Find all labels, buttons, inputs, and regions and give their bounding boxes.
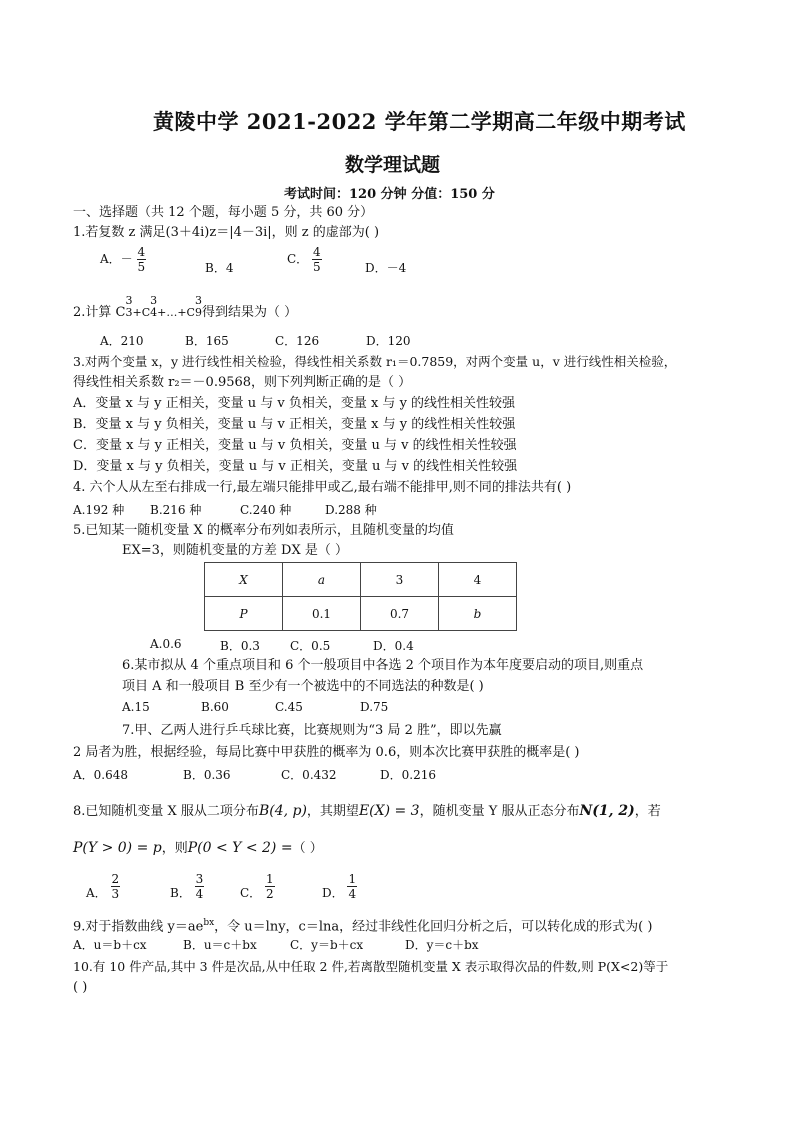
question-1-option-c xyxy=(287,245,322,274)
table-cell: b xyxy=(439,597,517,631)
question-7-option-c: C．0.432 xyxy=(281,768,337,782)
superscript: 3 xyxy=(150,294,158,307)
normal-expression: N(1, 2) xyxy=(579,803,635,819)
question-4-option-a: A.192 种 xyxy=(73,503,125,517)
binomial-expression: B(4, p) xyxy=(258,803,307,819)
question-4-option-d: D.288 种 xyxy=(325,503,377,517)
fraction xyxy=(312,245,322,274)
fraction-numerator: 2 xyxy=(111,872,120,886)
question-6-option-a: A.15 xyxy=(122,700,150,714)
superscript: 3 xyxy=(194,294,202,307)
question-2-stem xyxy=(73,294,298,323)
question-8-option-b xyxy=(170,872,204,901)
combination-part: 4+…+C xyxy=(150,306,195,319)
question-4-option-c: C.240 种 xyxy=(240,503,292,517)
fraction-denominator: 4 xyxy=(348,887,357,901)
table-cell: X xyxy=(205,563,283,597)
question-3-option-d: D．变量 x 与 y 负相关，变量 u 与 v 正相关，变量 u 与 v 的线性相关性较强 xyxy=(73,459,518,474)
table-cell: 3 xyxy=(361,563,439,597)
stem-text: 9.对于指数曲线 y＝ae xyxy=(73,919,204,935)
question-4-stem: 4. 六个人从左至右排成一行,最左端只能排甲或乙,最右端不能排甲,则不同的排法共有( ) xyxy=(73,480,572,495)
question-3-option-c: C．变量 x 与 y 正相关，变量 u 与 v 负相关，变量 u 与 v 的线性相关性较强 xyxy=(73,438,517,453)
fraction-denominator: 5 xyxy=(313,260,321,274)
fraction-numerator: 1 xyxy=(348,872,357,886)
question-9-option-c: C．y＝b＋cx xyxy=(290,938,364,952)
question-9-stem xyxy=(73,913,652,937)
question-5-stem-line1: 5.已知某一随机变量 X 的概率分布列如表所示，且随机变量的均值 xyxy=(73,523,454,538)
question-6-option-c: C.45 xyxy=(275,700,303,714)
question-1-option-b: B．4 xyxy=(205,261,234,275)
question-2-option-c: C．126 xyxy=(275,334,320,348)
stem-text: （ ） xyxy=(292,841,323,856)
question-3-stem-line2: 得线性相关系数 r₂＝－0.9568，则下列判断正确的是（ ） xyxy=(73,375,412,390)
stem-text: ，随机变量 Y 服从正态分布 xyxy=(419,804,580,819)
question-5-option-a: A.0.6 xyxy=(150,637,182,651)
expectation-expression: E(X) = 3 xyxy=(358,803,420,819)
question-6-stem-line2: 项目 A 和一般项目 B 至少有一个被选中的不同选法的种数是( ) xyxy=(122,679,484,694)
question-9-option-d: D．y＝c＋bx xyxy=(405,938,479,952)
fraction-numerator: 1 xyxy=(266,872,274,886)
combination-part: 3+C xyxy=(125,306,151,319)
fraction-denominator: 5 xyxy=(137,260,146,274)
question-7-stem-line1: 7.甲、乙两人进行乒乓球比赛，比赛规则为“3 局 2 胜”，即以先赢 xyxy=(122,723,502,738)
stem-text: ，其期望 xyxy=(306,804,359,819)
question-6-option-b: B.60 xyxy=(201,700,229,714)
question-1-stem: 1.若复数 z 满足(3＋4i)z＝|4－3i|，则 z 的虚部为( ) xyxy=(73,225,380,240)
table-cell: 0.7 xyxy=(361,597,439,631)
question-9-option-b: B．u＝c＋bx xyxy=(183,938,257,952)
question-8-option-a xyxy=(86,872,120,901)
question-2-option-a: A．210 xyxy=(100,334,144,348)
question-9-option-a: A．u＝b＋cx xyxy=(73,938,147,952)
table-cell: a xyxy=(283,563,361,597)
table-cell: 4 xyxy=(439,563,517,597)
option-label: B． xyxy=(170,886,191,900)
combination-part: 9 xyxy=(194,306,202,319)
question-7-stem-line2: 2 局者为胜，根据经验，每局比赛中甲获胜的概率为 0.6，则本次比赛甲获胜的概率是( ) xyxy=(73,745,580,760)
table-row xyxy=(205,563,517,597)
question-5-stem-line2: EX=3，则随机变量的方差 DX 是（ ） xyxy=(122,543,348,558)
stem-text: ，则 xyxy=(161,841,188,856)
fraction xyxy=(265,872,275,901)
table-row xyxy=(205,597,517,631)
question-5-option-d: D．0.4 xyxy=(373,639,414,653)
fraction xyxy=(347,872,357,901)
superscript: 3 xyxy=(125,294,133,307)
option-label: C． xyxy=(240,886,262,900)
option-label: C． xyxy=(287,252,309,266)
stem-text: ，令 u＝lny，c＝lna，经过非线性化回归分析之后，可以转化成的形式为( ) xyxy=(214,919,653,935)
option-label: A．－ xyxy=(100,252,133,266)
page-title: 黄陵中学 2021-2022 学年第二学期高二年级中期考试 xyxy=(153,109,686,134)
fraction-denominator: 2 xyxy=(266,887,274,901)
question-8-stem-line2 xyxy=(73,838,323,859)
fraction xyxy=(137,245,147,274)
question-2-option-d: D．120 xyxy=(366,334,411,348)
question-8-option-d xyxy=(322,872,357,901)
stem-prefix: 2.计算 C xyxy=(73,305,126,320)
section-heading: 一、选择题（共 12 个题，每小题 5 分，共 60 分） xyxy=(73,205,374,220)
fraction-numerator: 4 xyxy=(313,245,321,259)
fraction-denominator: 4 xyxy=(195,887,204,901)
page-subtitle: 数学理试题 xyxy=(345,154,441,176)
question-3-option-b: B．变量 x 与 y 负相关，变量 u 与 v 正相关，变量 x 与 y 的线性相关性较强 xyxy=(73,417,516,432)
table-cell: P xyxy=(205,597,283,631)
distribution-table xyxy=(204,562,517,631)
option-label: A． xyxy=(86,886,107,900)
probability-expression: P(0 < Y < 2) = xyxy=(187,840,293,856)
question-4-option-b: B.216 种 xyxy=(150,503,202,517)
question-5-option-c: C．0.5 xyxy=(290,639,331,653)
question-5-option-b: B．0.3 xyxy=(220,639,260,653)
question-1-option-d: D．－4 xyxy=(365,261,407,275)
exam-info: 考试时间：120 分钟 分值：150 分 xyxy=(284,187,495,202)
question-6-stem-line1: 6.某市拟从 4 个重点项目和 6 个一般项目中各选 2 个项目作为本年度要启动的项目,则重点 xyxy=(122,658,644,673)
question-3-stem-line1: 3.对两个变量 x，y 进行线性相关检验，得线性相关系数 r₁＝0.7859，对两个变量 u，v 进行线性相关检验， xyxy=(73,354,677,369)
stem-text: ，若 xyxy=(634,804,661,819)
stem-suffix: 得到结果为（ ） xyxy=(201,305,298,320)
option-label: D． xyxy=(322,886,344,900)
exponent: bx xyxy=(203,918,215,928)
question-7-option-a: A．0.648 xyxy=(73,768,129,782)
question-7-option-d: D．0.216 xyxy=(380,768,436,782)
fraction-denominator: 3 xyxy=(111,887,120,901)
stem-text: 8.已知随机变量 X 服从二项分布 xyxy=(73,804,259,819)
question-3-option-a: A．变量 x 与 y 正相关，变量 u 与 v 负相关，变量 x 与 y 的线性相关性较强 xyxy=(73,396,516,411)
question-8-stem-line1 xyxy=(73,801,661,822)
probability-expression: P(Y > 0) = p xyxy=(73,840,162,856)
fraction xyxy=(195,872,205,901)
table-cell: 0.1 xyxy=(283,597,361,631)
fraction-numerator: 3 xyxy=(195,872,204,886)
question-10-stem-line2: ( ) xyxy=(73,980,88,995)
question-8-option-c xyxy=(240,872,275,901)
question-10-stem-line1: 10.有 10 件产品,其中 3 件是次品,从中任取 2 件,若离散型随机变量 X 表示取得次品的件数,则 P(X<2)等于 xyxy=(73,959,669,974)
fraction-numerator: 4 xyxy=(137,245,146,259)
question-2-option-b: B．165 xyxy=(185,334,229,348)
fraction xyxy=(111,872,121,901)
question-6-option-d: D.75 xyxy=(360,700,389,714)
question-1-option-a xyxy=(100,245,146,274)
question-7-option-b: B．0.36 xyxy=(183,768,231,782)
